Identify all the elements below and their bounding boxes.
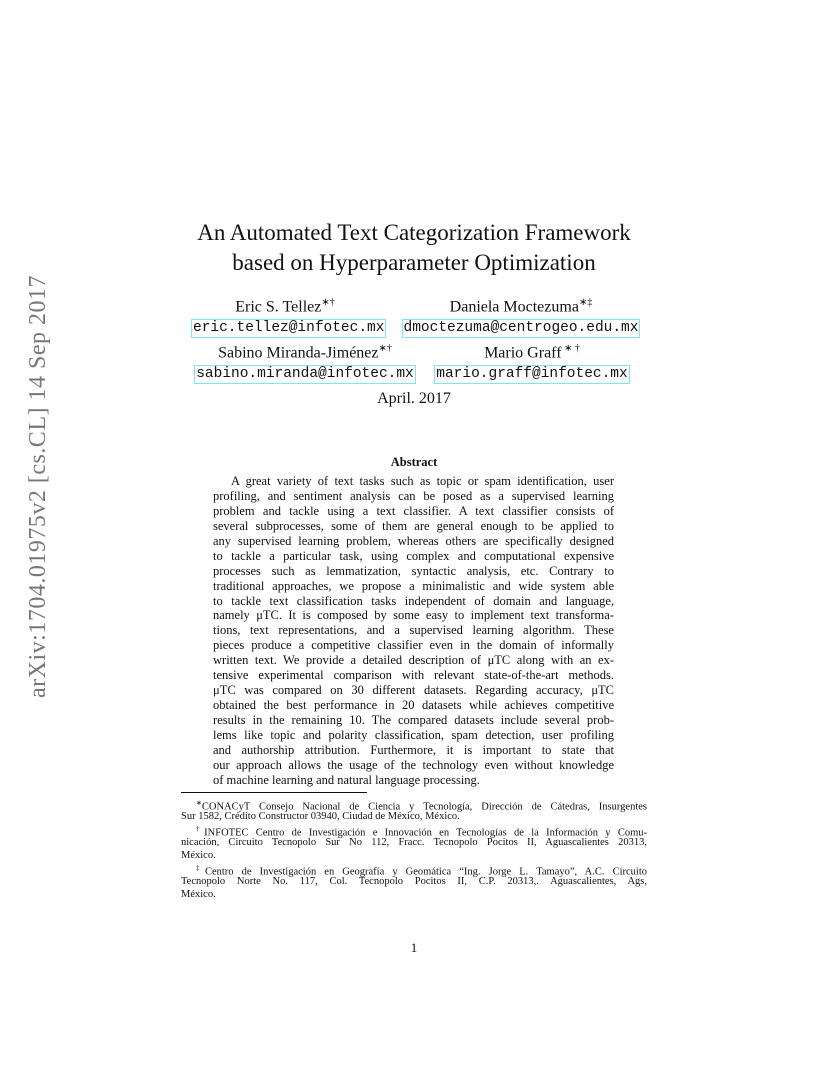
abstract-line: to tackle a particular task, using complex and computational expensive <box>213 548 614 563</box>
footnote-line: ∗CONACyT Consejo Nacional de Ciencia y Tecnología, Dirección de Cátedras, Insurgentes <box>196 799 647 813</box>
abstract-line: our approach allows the usage of the technology even without knowledge <box>213 757 614 772</box>
abstract-line: written text. We provide a detailed description of μTC along with an ex- <box>213 653 614 668</box>
abstract-line: A great variety of text tasks such as topic or spam identification, user <box>231 474 614 488</box>
abstract-heading: Abstract <box>390 455 438 469</box>
abstract-line: problem and tackle using a text classifier. A text classifier consists of <box>213 503 614 518</box>
abstract-line: several subprocesses, some of them are general enough to be applied to <box>213 518 614 533</box>
author-name: Eric S. Tellez∗† <box>235 297 335 316</box>
page-number: 1 <box>410 940 418 955</box>
author-name: Mario Graff ∗ † <box>484 343 580 362</box>
abstract-line: processes such as lemmatization, syntactic analysis, etc. Contrary to <box>213 563 614 578</box>
author-email-link[interactable]: dmoctezuma@centrogeo.edu.mx <box>403 320 639 337</box>
abstract-line: pieces produce a competitive classifier even in the domain of informally <box>213 638 614 653</box>
abstract-line: profiling, and sentiment analysis can be posed as a supervised learning <box>213 488 614 503</box>
abstract-line: tions, text representations, and a supervised learning algorithm. These <box>213 623 614 638</box>
author-block <box>192 340 418 384</box>
footnote-line: Tecnopolo Norte No. 117, Col. Tecnopolo Pocitos II, C.P. 20313,. Aguascalientes, Ags, <box>181 876 647 887</box>
author-block <box>191 294 385 338</box>
affiliation-marks: ∗‡ <box>578 297 593 308</box>
author-name: Daniela Moctezuma∗‡ <box>449 297 593 316</box>
abstract-line: obtained the best performance in 20 datasets while achieves competitive <box>213 698 614 713</box>
title-line: based on Hyperparameter Optimization <box>232 250 596 275</box>
abstract-line: to tackle text classification tasks independent of domain and language, <box>213 593 614 608</box>
abstract-line: namely μTC. It is composed by some easy to implement text transforma- <box>213 608 614 623</box>
affiliation-marks: ∗† <box>321 297 335 308</box>
abstract-line: any supervised learning problem, whereas others are specifically designed <box>213 533 614 548</box>
abstract-line: tensive experimental comparison with relevant state-of-the-art methods. <box>213 668 614 683</box>
footnote-rule <box>181 792 367 793</box>
footnote-line: México. <box>181 889 216 900</box>
abstract-line: and authorship attribution. Furthermore, it is important to state that <box>213 742 614 757</box>
author-block <box>432 340 632 384</box>
footnote-mark: ∗ <box>196 799 202 807</box>
author-name: Sabino Miranda-Jiménez∗† <box>218 343 392 362</box>
abstract-line: traditional approaches, we propose a minimalistic and wide system able <box>213 578 614 593</box>
abstract-body <box>213 474 614 788</box>
affiliation-marks: ∗ † <box>561 343 580 354</box>
arxiv-stamp <box>20 274 56 698</box>
footnote-mark: † <box>196 825 205 833</box>
footnote-line: †INFOTEC Centro de Investigación e Innovación en Tecnologías de la Información y Comu- <box>196 825 648 839</box>
footnote-mark: ‡ <box>196 864 205 872</box>
author-email-link[interactable]: mario.graff@infotec.mx <box>436 366 628 383</box>
footnote-line: Sur 1582, Crédito Constructor 03940, Ciudad de México, México. <box>181 811 460 822</box>
footnote-line: nicación, Circuito Tecnopolo Sur No 112, Fracc. Tecnopolo Pocitos II, Aguascalientes 20313, <box>181 837 647 848</box>
abstract-line: results in the remaining 10. The compared datasets include several prob- <box>213 713 614 727</box>
author-block <box>400 294 642 338</box>
title-line: An Automated Text Categorization Framework <box>197 220 631 245</box>
abstract-line: μTC was compared on 30 different datasets. Regarding accuracy, μTC <box>213 683 614 698</box>
paper-title <box>160 218 668 278</box>
arxiv-identifier: arXiv:1704.01975v2 [cs.CL] 14 Sep 2017 <box>24 274 51 698</box>
footnotes <box>181 797 647 901</box>
abstract-line: lems like topic and polarity classification, spam detection, user profiling <box>213 727 614 742</box>
footnote-line: México. <box>181 850 216 861</box>
author-email-link[interactable]: sabino.miranda@infotec.mx <box>196 366 414 383</box>
abstract-line: of machine learning and natural language processing. <box>213 772 480 787</box>
affiliation-marks: ∗† <box>378 343 392 354</box>
author-email-link[interactable]: eric.tellez@infotec.mx <box>193 320 385 337</box>
footnote-line: ‡Centro de Investigación en Geografía y Geomática “Ing. Jorge L. Tamayo”, A.C. Circuito <box>196 864 647 878</box>
publication-date: April. 2017 <box>377 390 451 407</box>
